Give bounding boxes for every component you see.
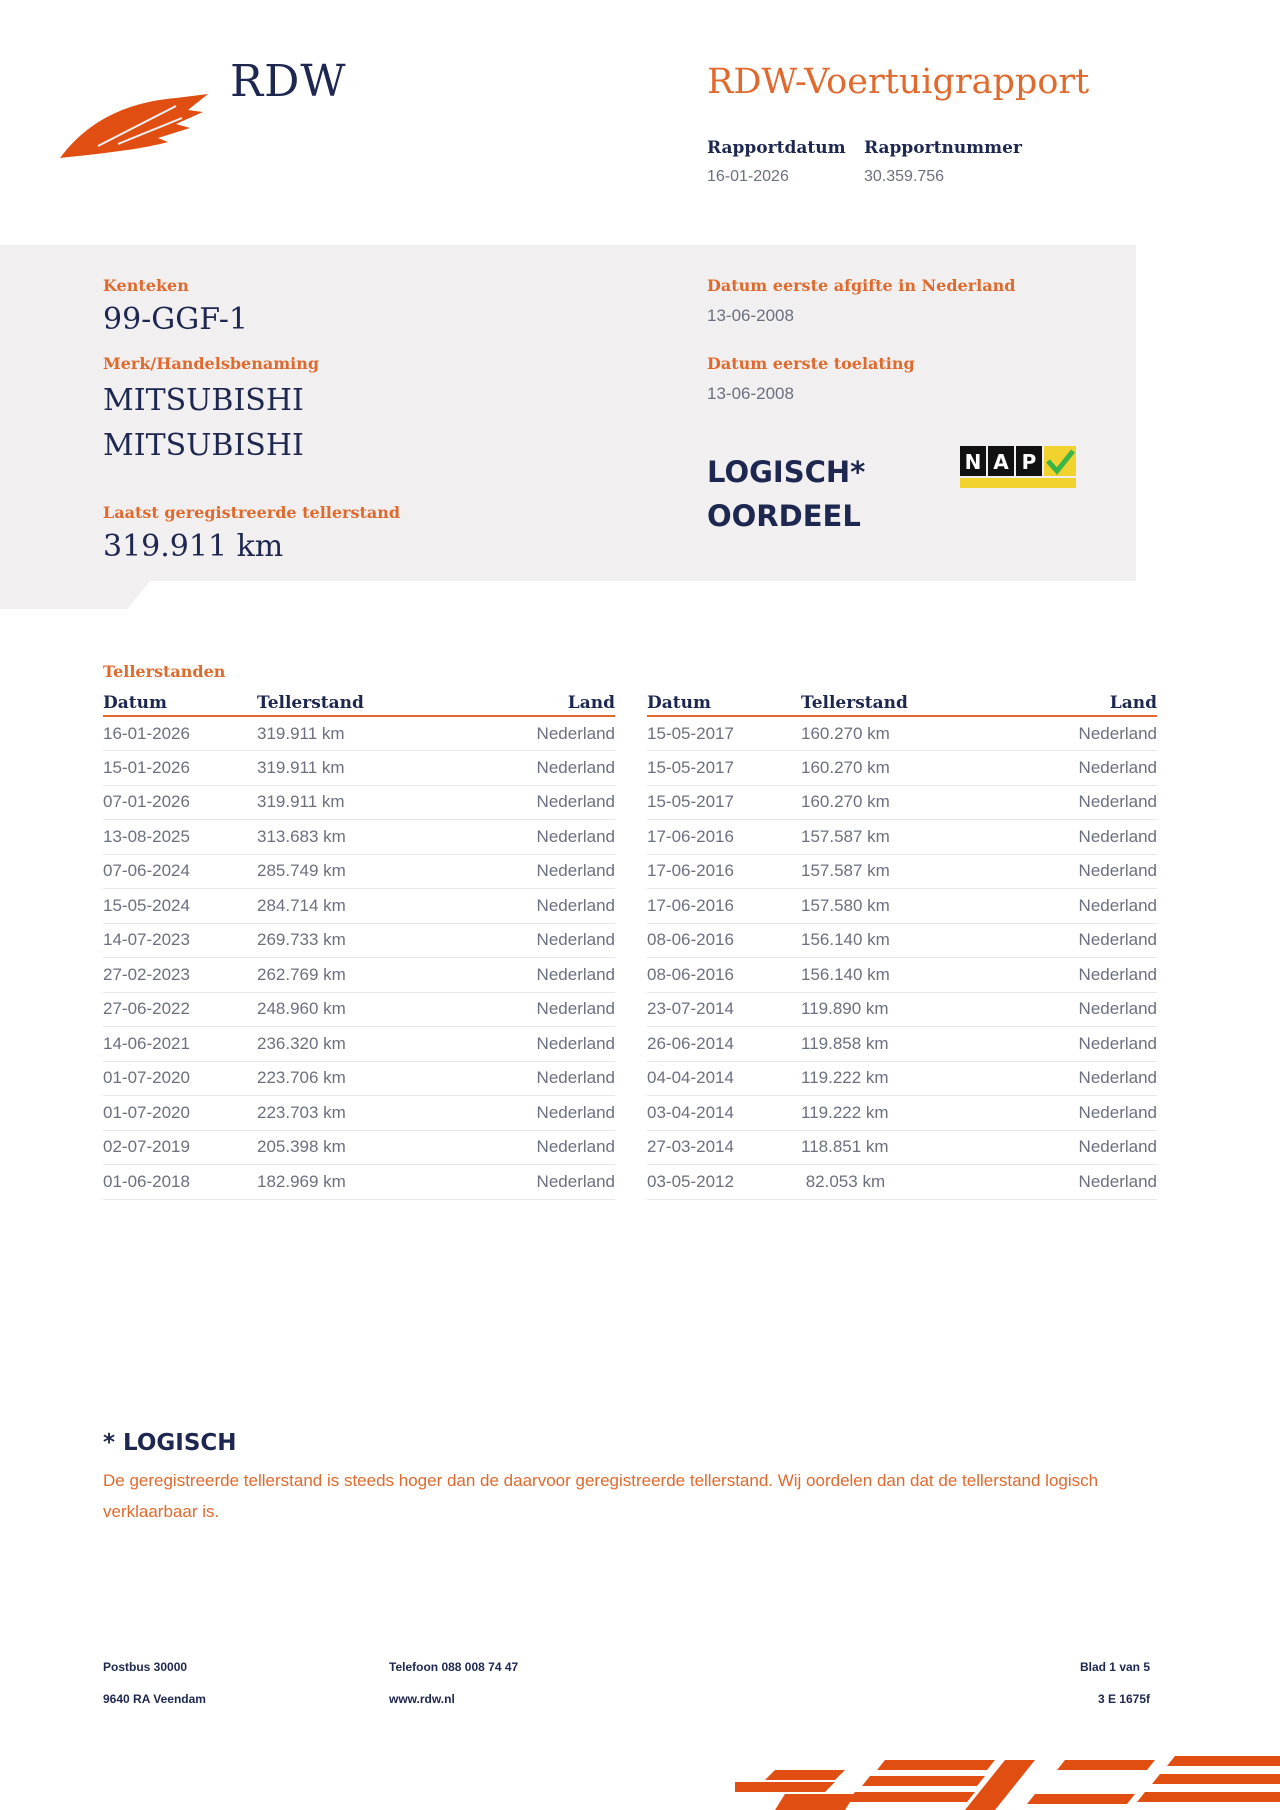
reading-country: Nederland <box>979 1061 1157 1096</box>
reading-date: 01-07-2020 <box>103 1096 257 1131</box>
rdw-feather-icon <box>58 80 208 160</box>
first-admission-value: 13-06-2008 <box>707 384 794 403</box>
reading-date: 01-06-2018 <box>103 1165 257 1200</box>
reading-country: Nederland <box>435 1165 615 1200</box>
verdict-line2: OORDEEL <box>707 499 861 533</box>
reading-country: Nederland <box>435 1130 615 1165</box>
col-reading-header: Tellerstand <box>257 690 435 716</box>
reading-date: 04-04-2014 <box>647 1061 801 1096</box>
reading-date: 15-05-2024 <box>103 889 257 924</box>
table-row <box>103 716 615 751</box>
reading-country: Nederland <box>979 1096 1157 1131</box>
reading-value: 223.703 km <box>257 1096 435 1131</box>
verdict-line1: LOGISCH* <box>707 455 866 489</box>
reading-date: 27-03-2014 <box>647 1130 801 1165</box>
report-number-block <box>864 138 1022 186</box>
table-row <box>103 1130 615 1165</box>
reading-country: Nederland <box>435 958 615 993</box>
reading-date: 27-06-2022 <box>103 992 257 1027</box>
reading-date: 17-06-2016 <box>647 820 801 855</box>
reading-value: 319.911 km <box>257 716 435 751</box>
reading-value: 182.969 km <box>257 1165 435 1200</box>
report-title: RDW-Voertuigrapport <box>707 62 1090 102</box>
nap-letter-n: N <box>964 450 982 474</box>
report-date-value: 16-01-2026 <box>707 168 789 185</box>
reading-date: 17-06-2016 <box>647 889 801 924</box>
reading-country: Nederland <box>979 1165 1157 1200</box>
reading-country: Nederland <box>979 1130 1157 1165</box>
readings-section-label: Tellerstanden <box>103 662 226 681</box>
reading-date: 17-06-2016 <box>647 854 801 889</box>
readings-table-right <box>647 690 1157 1200</box>
first-admission-label: Datum eerste toelating <box>707 354 915 373</box>
reading-value: 119.222 km <box>801 1061 979 1096</box>
footer-page-number: Blad 1 van 5 <box>1079 1660 1150 1674</box>
rdw-logo <box>58 50 358 170</box>
rdw-stripes-decoration <box>735 1752 1280 1810</box>
footer-phone: Telefoon 088 008 74 47 <box>389 1660 519 1674</box>
reading-date: 26-06-2014 <box>647 1027 801 1062</box>
reading-date: 15-05-2017 <box>647 785 801 820</box>
table-row <box>647 923 1157 958</box>
reading-value: 160.270 km <box>801 716 979 751</box>
nap-letter-a: A <box>993 450 1009 474</box>
reading-value: 319.911 km <box>257 751 435 786</box>
col-date-header: Datum <box>103 690 257 716</box>
table-row <box>647 751 1157 786</box>
reading-country: Nederland <box>979 854 1157 889</box>
report-date-block <box>707 138 846 186</box>
reading-date: 23-07-2014 <box>647 992 801 1027</box>
table-row <box>647 1096 1157 1131</box>
reading-country: Nederland <box>435 785 615 820</box>
reading-country: Nederland <box>435 923 615 958</box>
reading-value: 319.911 km <box>257 785 435 820</box>
table-row <box>103 992 615 1027</box>
reading-country: Nederland <box>435 854 615 889</box>
reading-country: Nederland <box>979 751 1157 786</box>
reading-value: 269.733 km <box>257 923 435 958</box>
reading-value: 236.320 km <box>257 1027 435 1062</box>
table-row <box>647 854 1157 889</box>
reading-value: 262.769 km <box>257 958 435 993</box>
footer-website[interactable]: www.rdw.nl <box>389 1692 455 1706</box>
reading-date: 27-02-2023 <box>103 958 257 993</box>
table-row <box>103 923 615 958</box>
reading-date: 15-05-2017 <box>647 751 801 786</box>
reading-country: Nederland <box>435 889 615 924</box>
reading-value: 82.053 km <box>801 1165 979 1200</box>
table-row <box>103 751 615 786</box>
reading-country: Nederland <box>435 992 615 1027</box>
reading-date: 14-07-2023 <box>103 923 257 958</box>
reading-country: Nederland <box>435 716 615 751</box>
col-country-header: Land <box>979 690 1157 716</box>
table-row <box>647 1165 1157 1200</box>
reading-country: Nederland <box>435 1027 615 1062</box>
reading-date: 15-05-2017 <box>647 716 801 751</box>
reading-value: 119.890 km <box>801 992 979 1027</box>
logo-text: RDW <box>230 56 347 107</box>
plate-value: 99-GGF-1 <box>103 302 248 337</box>
reading-country: Nederland <box>979 889 1157 924</box>
col-date-header: Datum <box>647 690 801 716</box>
col-country-header: Land <box>435 690 615 716</box>
brand-label: Merk/Handelsbenaming <box>103 354 320 373</box>
table-row <box>647 992 1157 1027</box>
table-row <box>647 716 1157 751</box>
table-header-row <box>103 690 615 716</box>
table-row <box>103 958 615 993</box>
report-date-label: Rapportdatum <box>707 138 846 158</box>
first-issue-value: 13-06-2008 <box>707 306 794 325</box>
reading-value: 248.960 km <box>257 992 435 1027</box>
nap-letter-p: P <box>1021 450 1037 474</box>
table-row <box>103 785 615 820</box>
reading-date: 03-05-2012 <box>647 1165 801 1200</box>
brand-value: MITSUBISHI <box>103 383 304 418</box>
reading-date: 16-01-2026 <box>103 716 257 751</box>
table-row <box>647 958 1157 993</box>
reading-date: 02-07-2019 <box>103 1130 257 1165</box>
reading-value: 285.749 km <box>257 854 435 889</box>
reading-date: 03-04-2014 <box>647 1096 801 1131</box>
verdict <box>707 450 865 538</box>
table-row <box>103 1061 615 1096</box>
reading-value: 156.140 km <box>801 923 979 958</box>
reading-value: 119.222 km <box>801 1096 979 1131</box>
reading-country: Nederland <box>979 785 1157 820</box>
table-header-row <box>647 690 1157 716</box>
readings-table-left <box>103 690 615 1200</box>
reading-date: 07-01-2026 <box>103 785 257 820</box>
first-issue-label: Datum eerste afgifte in Nederland <box>707 276 1016 295</box>
table-row <box>103 1027 615 1062</box>
reading-value: 157.587 km <box>801 820 979 855</box>
reading-value: 313.683 km <box>257 820 435 855</box>
report-number-value: 30.359.756 <box>864 168 945 185</box>
reading-value: 119.858 km <box>801 1027 979 1062</box>
table-row <box>647 1027 1157 1062</box>
reading-country: Nederland <box>979 992 1157 1027</box>
reading-value: 118.851 km <box>801 1130 979 1165</box>
table-row <box>647 1130 1157 1165</box>
footnote-title: * LOGISCH <box>103 1430 237 1456</box>
reading-country: Nederland <box>979 1027 1157 1062</box>
reading-date: 14-06-2021 <box>103 1027 257 1062</box>
trade-name-value: MITSUBISHI <box>103 428 304 463</box>
reading-country: Nederland <box>979 958 1157 993</box>
table-row <box>647 820 1157 855</box>
table-row <box>103 1096 615 1131</box>
reading-date: 15-01-2026 <box>103 751 257 786</box>
reading-value: 156.140 km <box>801 958 979 993</box>
reading-value: 284.714 km <box>257 889 435 924</box>
reading-date: 13-08-2025 <box>103 820 257 855</box>
table-row <box>103 854 615 889</box>
odometer-value: 319.911 km <box>103 529 284 564</box>
footer-code: 3 E 1675f <box>1097 1692 1150 1706</box>
nap-logo <box>960 446 1076 488</box>
table-row <box>103 1165 615 1200</box>
reading-date: 01-07-2020 <box>103 1061 257 1096</box>
plate-label: Kenteken <box>103 276 189 295</box>
reading-country: Nederland <box>979 820 1157 855</box>
reading-value: 157.580 km <box>801 889 979 924</box>
reading-value: 223.706 km <box>257 1061 435 1096</box>
table-row <box>647 889 1157 924</box>
reading-country: Nederland <box>435 820 615 855</box>
table-row <box>103 889 615 924</box>
table-row <box>647 1061 1157 1096</box>
report-number-label: Rapportnummer <box>864 138 1022 158</box>
reading-value: 160.270 km <box>801 751 979 786</box>
reading-value: 157.587 km <box>801 854 979 889</box>
footer-address-line1: Postbus 30000 <box>103 1660 188 1674</box>
table-row <box>647 785 1157 820</box>
reading-date: 07-06-2024 <box>103 854 257 889</box>
reading-country: Nederland <box>435 1096 615 1131</box>
reading-date: 08-06-2016 <box>647 958 801 993</box>
reading-country: Nederland <box>979 716 1157 751</box>
footer-address-line2: 9640 RA Veendam <box>103 1692 206 1706</box>
reading-value: 205.398 km <box>257 1130 435 1165</box>
odometer-label: Laatst geregistreerde tellerstand <box>103 503 401 522</box>
table-row <box>103 820 615 855</box>
reading-country: Nederland <box>435 751 615 786</box>
reading-date: 08-06-2016 <box>647 923 801 958</box>
reading-country: Nederland <box>435 1061 615 1096</box>
reading-country: Nederland <box>979 923 1157 958</box>
reading-value: 160.270 km <box>801 785 979 820</box>
footnote-text: De geregistreerde tellerstand is steeds hoger dan de daarvoor geregistreerde tellerstand. Wij oordelen dan dat de tellerstand logisch verklaarbaar is. <box>103 1471 1099 1521</box>
panel-tab-decoration <box>0 581 150 609</box>
col-reading-header: Tellerstand <box>801 690 979 716</box>
